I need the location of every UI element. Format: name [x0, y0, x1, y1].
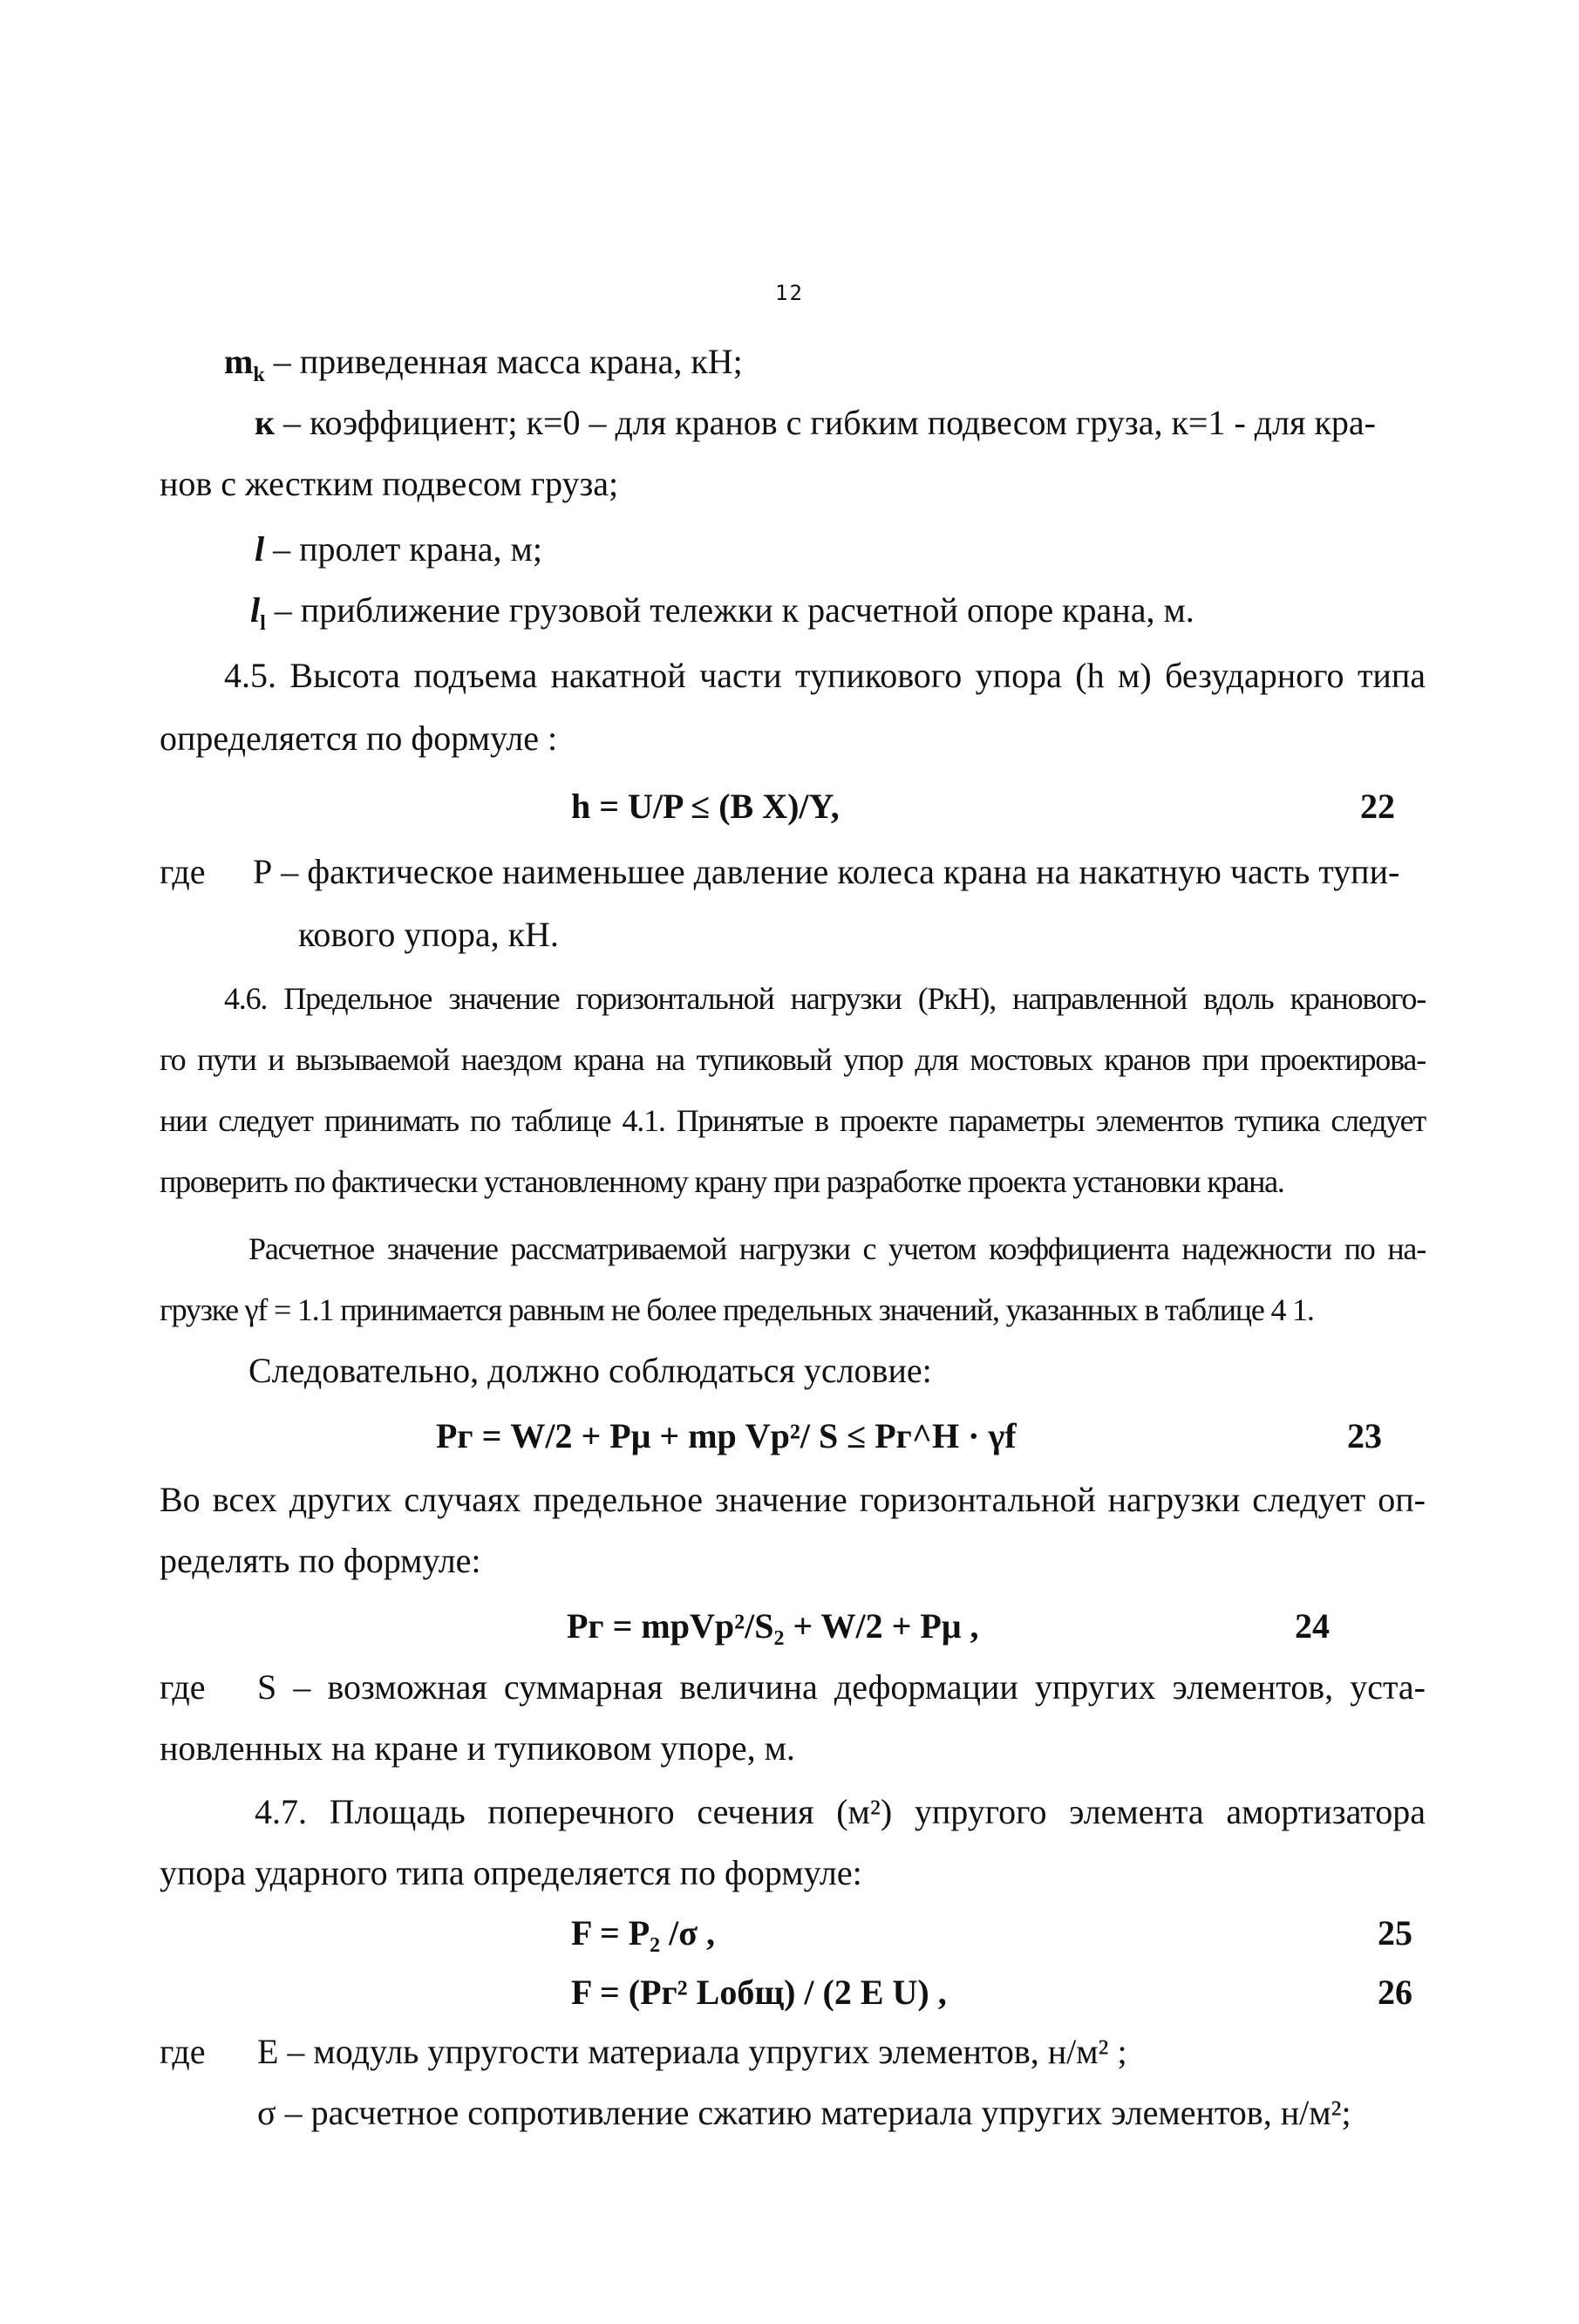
- mk-subscript: k: [253, 364, 265, 386]
- consequently-text: Следовательно, должно соблюдаться условие:: [248, 1351, 932, 1390]
- p-definition-line1: Р – фактическое наименьшее давление колеса крана на накатную часть тупи-: [253, 852, 1400, 891]
- section-4-5-line1: 4.5. Высота подъема накатной части тупикового упора (h м) безударного типа: [224, 656, 1426, 695]
- where-label-1: где: [160, 852, 206, 891]
- other-cases-line1: Во всех других случаях предельное значение горизонтальной нагрузки следует оп-: [160, 1480, 1426, 1519]
- section-4-6-para2-line1: Расчетное значение рассматриваемой нагрузки с учетом коэффициента надежности по на-: [248, 1231, 1426, 1266]
- formula-24: Рг = mрVр²/S₂ + W/2 + Рμ ,: [567, 1606, 979, 1646]
- other-cases-line2: ределять по формуле:: [160, 1541, 481, 1580]
- section-4-6-line2: го пути и вызываемой наездом крана на тупиковый упор для мостовых кранов при проектирова-: [160, 1042, 1426, 1077]
- section-4-7-line2: упора ударного типа определяется по формуле:: [160, 1853, 862, 1892]
- page-number: 12: [775, 281, 804, 305]
- formula-26: F = (Рг² Lобщ) / (2 E U) ,: [571, 1973, 947, 2012]
- l-text: – пролет крана, м;: [273, 529, 542, 569]
- formula-25: F = Р₂ /σ ,: [571, 1913, 716, 1953]
- l-symbol: l: [255, 529, 265, 569]
- k-symbol: к: [255, 403, 276, 442]
- p-definition-line2: кового упора, кН.: [298, 915, 559, 954]
- section-4-6-line3: нии следует принимать по таблице 4.1. Принятые в проекте параметры элементов тупика следует: [160, 1103, 1426, 1138]
- section-4-6-line4: проверить по фактически установленному крану при разработке проекта установки крана.: [160, 1164, 1284, 1199]
- definition-k-cont: нов с жестким подвесом груза;: [160, 464, 619, 503]
- definition-l1: [250, 589, 1194, 635]
- mk-text: – приведенная масса крана, кН;: [273, 342, 743, 381]
- section-4-6-line1: 4.6. Предельное значение горизонтальной нагрузки (РкН), направленной вдоль кранового-: [224, 981, 1426, 1016]
- definition-k: [255, 401, 1376, 445]
- equation-number-23: 23: [1347, 1416, 1382, 1455]
- definition-l: [255, 528, 542, 571]
- e-definition: E – модуль упругости материала упругих элементов, н/м² ;: [257, 2032, 1127, 2071]
- section-4-7-line1: 4.7. Площадь поперечного сечения (м²) упругого элемента амортизатора: [255, 1792, 1426, 1831]
- mk-symbol: m: [224, 342, 254, 381]
- equation-number-25: 25: [1378, 1913, 1412, 1953]
- equation-number-22: 22: [1360, 787, 1395, 826]
- s-definition-line2: новленных на кране и тупиковом упоре, м.: [160, 1728, 795, 1768]
- where-label-3: где: [160, 2032, 206, 2071]
- equation-number-26: 26: [1378, 1973, 1412, 2012]
- k-text: – коэффициент; к=0 – для кранов с гибким подвесом груза, к=1 - для кра-: [283, 403, 1376, 442]
- formula-22: h = U/P ≤ (B X)/Y,: [571, 787, 840, 826]
- definition-mk: [224, 340, 743, 384]
- section-4-6-para2-line2: грузке γf = 1.1 принимается равным не более предельных значений, указанных в таблице 4 1.: [160, 1292, 1314, 1327]
- l1-text: – приближение грузовой тележки к расчетной опоре крана, м.: [274, 590, 1194, 630]
- l1-subscript: l: [260, 612, 266, 635]
- section-4-5-line2: определяется по формуле :: [160, 719, 558, 758]
- where-label-2: где: [160, 1667, 206, 1707]
- s-definition-line1: S – возможная суммарная величина деформации упругих элементов, уста-: [257, 1667, 1426, 1707]
- l1-symbol: l: [250, 590, 261, 630]
- sigma-definition: σ – расчетное сопротивление сжатию материала упругих элементов, н/м²;: [257, 2093, 1351, 2132]
- equation-number-24: 24: [1295, 1606, 1330, 1646]
- formula-23: Рг = W/2 + Рμ + mр Vр²/ S ≤ Рг^Н · γf: [436, 1416, 1017, 1455]
